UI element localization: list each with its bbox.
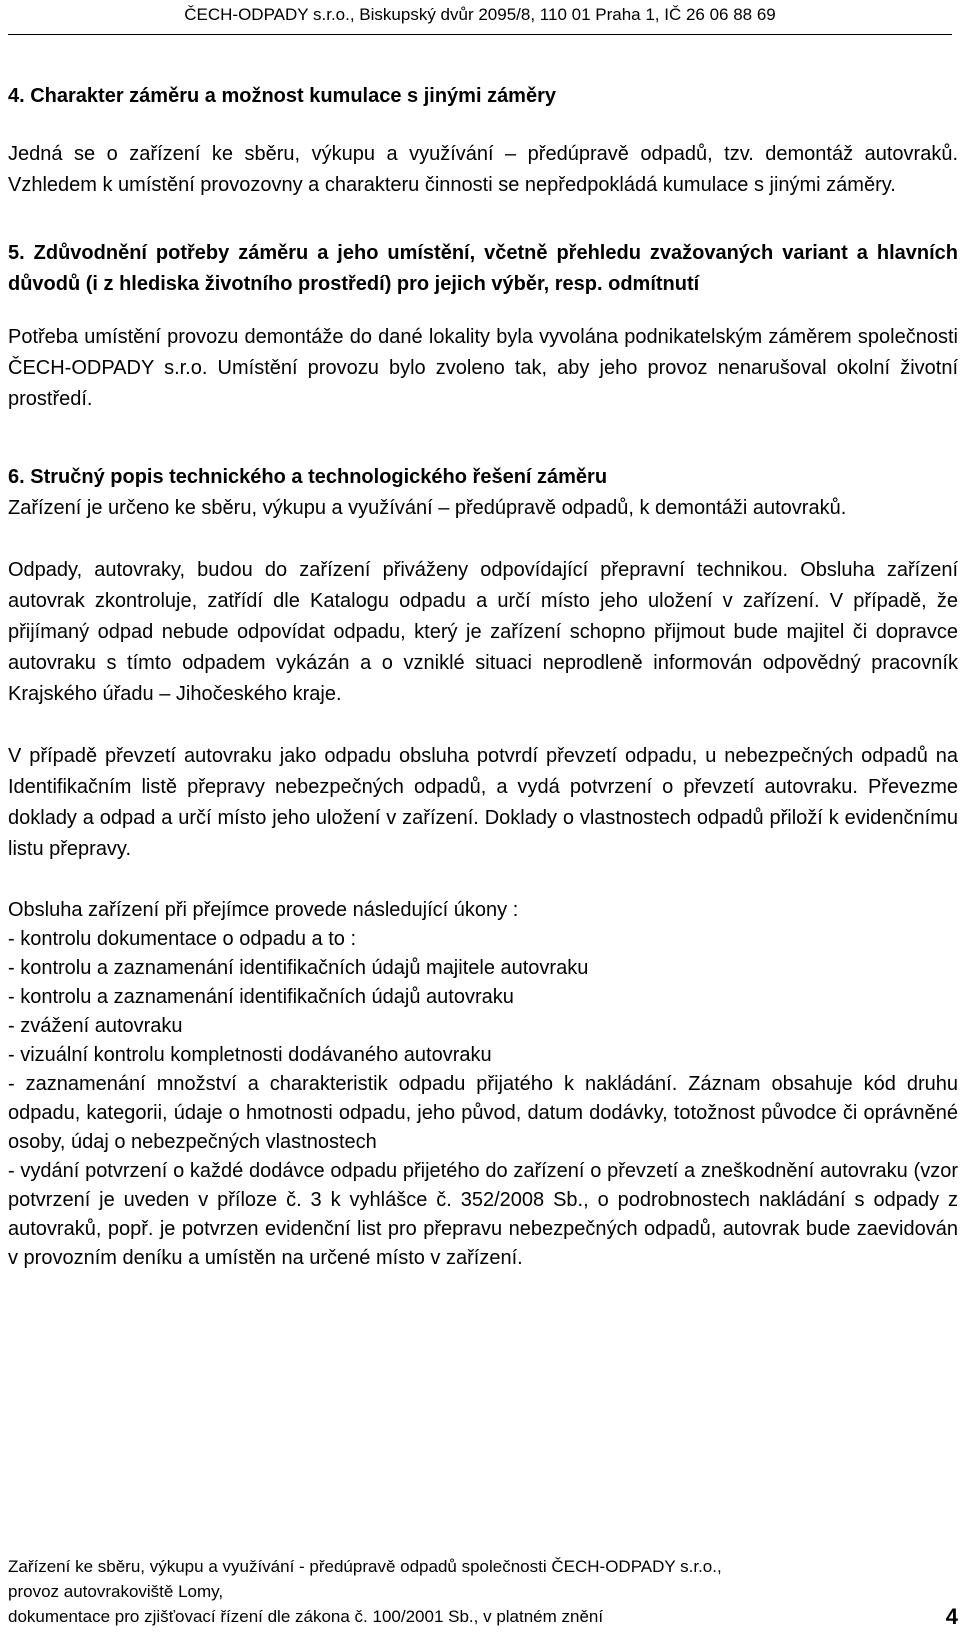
section-6-heading: 6. Stručný popis technického a technologického řešení záměru (8, 466, 608, 488)
section-6-paragraph-2: V případě převzetí autovraku jako odpadu obsluha potvrdí převzetí odpadu, u nebezpečných odpadů na Identifikačním listě přepravy nebezpečných odpadů, a vydá potvrzení o převzetí autovraku. Převezme doklady a odpad a určí místo jeho uložení v zařízení. Doklady o vlastnostech odpadů přiloží k evidenčnímu listu přepravy. (8, 745, 958, 860)
list-item: - kontrolu dokumentace o odpadu a to : (8, 928, 357, 950)
section-4-heading: 4. Charakter záměru a možnost kumulace s jinými záměry (8, 85, 556, 107)
document-body (8, 81, 958, 1273)
list-item: - zvážení autovraku (8, 1015, 183, 1037)
section-4-text: Jedná se o zařízení ke sběru, výkupu a využívání – předúpravě odpadů, tzv. demontáž autovraků. Vzhledem k umístění provozovny a charakteru činnosti se nepředpokládá kumulace s jinými záměry. (8, 143, 958, 196)
list-item: - vizuální kontrolu kompletnosti dodávaného autovraku (8, 1044, 492, 1066)
section-5-heading: 5. Zdůvodnění potřeby záměru a jeho umístění, včetně přehledu zvažovaných variant a hlavních důvodů (i z hlediska životního prostředí) pro jejich výběr, resp. odmítnutí (8, 242, 958, 295)
page-footer (8, 1554, 958, 1629)
footer-line-3: dokumentace pro zjišťovací řízení dle zákona č. 100/2001 Sb., v platném znění (8, 1607, 604, 1626)
page-number: 4 (945, 1604, 958, 1629)
list-item: - kontrolu a zaznamenání identifikačních údajů majitele autovraku (8, 957, 589, 979)
section-6-paragraph-1: Odpady, autovraky, budou do zařízení přiváženy odpovídající přepravní technikou. Obsluha zařízení autovrak zkontroluje, zatřídí dle Katalogu odpadu a určí místo jeho uložení v zařízení. V případě, že přijímaný odpad nebude odpovídat odpadu, který je zařízení schopno přijmout bude majitel či dopravce autovraku s tímto odpadem vykázán a o vzniklé situaci neprodleně informován odpovědný pracovník Krajského úřadu – Jihočeského kraje. (8, 559, 958, 705)
header-divider (8, 34, 952, 35)
footer-line-1: Zařízení ke sběru, výkupu a využívání - předúpravě odpadů společnosti ČECH-ODPADY s.r.o., (8, 1557, 722, 1576)
header-company-info: ČECH-ODPADY s.r.o., Biskupský dvůr 2095/8, 110 01 Praha 1, IČ 26 06 88 69 (184, 5, 776, 24)
footer-line-2: provoz autovrakoviště Lomy, (8, 1582, 224, 1601)
page-header (0, 0, 960, 26)
list-item-record: - zaznamenání množství a charakteristik odpadu přijatého k nakládání. Záznam obsahuje kód druhu odpadu, kategorii, údaje o hmotnosti odpadu, jeho původ, datum dodávky, totožnost původce či oprávněné osoby, údaj o nebezpečných vlastnostech (8, 1073, 958, 1153)
list-item-confirmation: - vydání potvrzení o každé dodávce odpadu přijetého do zařízení o převzetí a zneškodnění autovraku (vzor potvrzení je uveden v příloze č. 3 k vyhlášce č. 352/2008 Sb., o podrobnostech nakládání s odpady z autovraků, popř. je potvrzen evidenční list pro přepravu nebezpečných odpadů, autovrak bude zaevidován v provozním deníku a umístěn na určené místo v zařízení. (8, 1160, 958, 1269)
list-item: Obsluha zařízení při přejímce provede následující úkony : (8, 899, 519, 921)
section-6-text: Zařízení je určeno ke sběru, výkupu a využívání – předúpravě odpadů, k demontáži autovraků. (8, 497, 847, 519)
intake-steps-list (8, 896, 958, 1070)
list-item: - kontrolu a zaznamenání identifikačních údajů autovraku (8, 986, 514, 1008)
section-5-text: Potřeba umístění provozu demontáže do dané lokality byla vyvolána podnikatelským záměrem společnosti ČECH-ODPADY s.r.o. Umístění provozu bylo zvoleno tak, aby jeho provoz nenarušoval okolní životní prostředí. (8, 326, 958, 410)
